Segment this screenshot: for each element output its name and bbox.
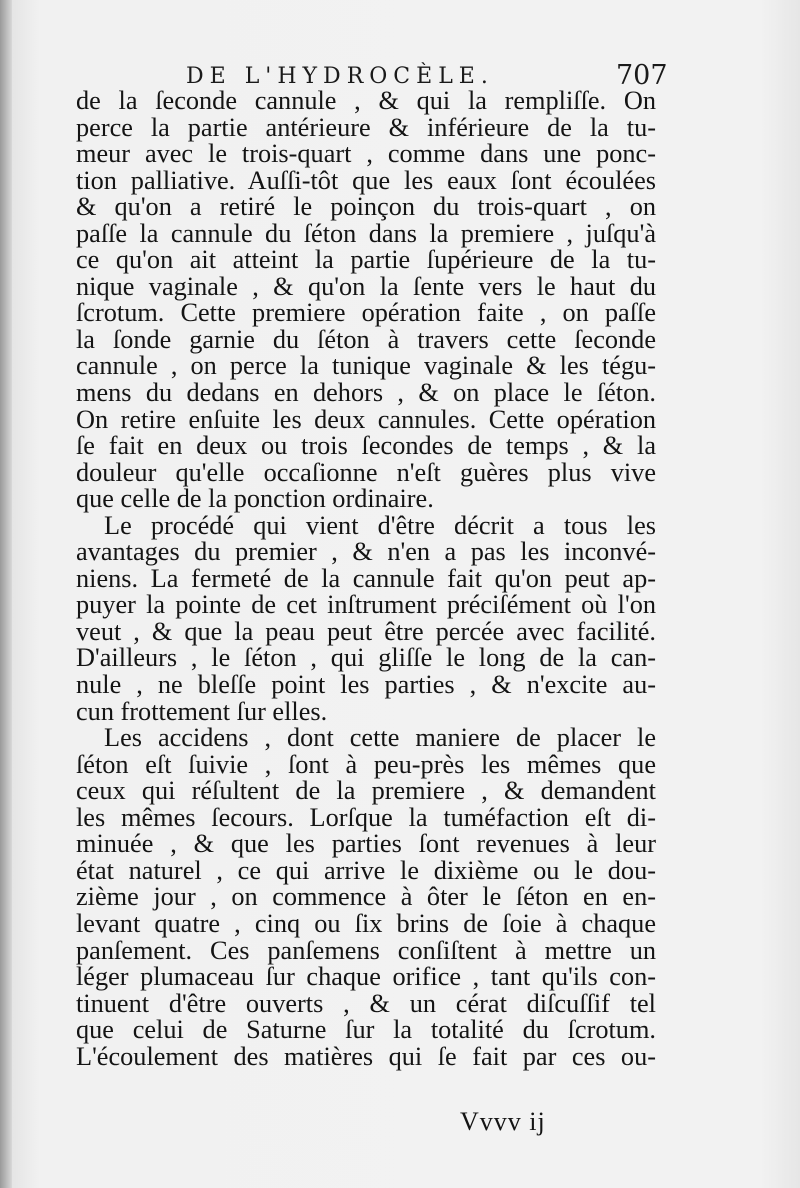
text-line: tinuent d'être ouverts , & un cérat diſcuſſif tel: [76, 988, 656, 1018]
text-line: nule , ne bleſſe point les parties , & n'excite au-: [76, 670, 656, 700]
text-line: meur avec le trois-quart , comme dans une ponc-: [76, 139, 656, 169]
text-line: ſéton eſt ſuivie , ſont à peu-près les mêmes que: [76, 749, 656, 779]
text-line: & qu'on a retiré le poinçon du trois-quart , on: [76, 192, 656, 222]
text-line: douleur qu'elle occaſionne n'eſt guères plus vive: [76, 457, 656, 487]
text-line: D'ailleurs , le ſéton , qui gliſſe le long de la can-: [76, 643, 656, 673]
text-line: paſſe la cannule du ſéton dans la premiere , juſqu'à: [76, 218, 656, 248]
text-line: Les accidens , dont cette maniere de placer le: [104, 723, 656, 753]
text-line: la ſonde garnie du ſéton à travers cette ſeconde: [76, 324, 656, 354]
text-line: Le procédé qui vient d'être décrit a tous les: [104, 510, 656, 540]
text-line: état naturel , ce qui arrive le dixième ou le dou-: [76, 855, 656, 885]
text-line: léger plumaceau ſur chaque orifice , tant qu'ils con-: [76, 962, 656, 992]
text-line: ſcrotum. Cette premiere opération faite , on paſſe: [76, 298, 656, 328]
text-line: zième jour , on commence à ôter le ſéton en en-: [76, 882, 656, 912]
body-text: [76, 88, 656, 1070]
text-line: ceux qui réſultent de la premiere , & demandent: [76, 776, 656, 806]
paragraph-1: [76, 88, 656, 513]
text-line: mens du dedans en dehors , & on place le ſéton.: [76, 378, 656, 408]
text-line: puyer la pointe de cet inſtrument préciſément où l'on: [76, 590, 656, 620]
text-line: les mêmes ſecours. Lorſque la tuméfaction eſt di-: [76, 802, 656, 832]
text-line: niens. La fermeté de la cannule fait qu'on peut ap-: [76, 563, 656, 593]
text-line: veut , & que la peau peut être percée avec facilité.: [76, 616, 656, 646]
paragraph-2: [76, 510, 656, 726]
text-line: L'écoulement des matières qui ſe fait par ces ou-: [76, 1041, 656, 1071]
text-line: tion palliative. Auſſi-tôt que les eaux ſont écoulées: [76, 165, 656, 195]
text-line: perce la partie antérieure & inférieure de la tu-: [76, 112, 656, 142]
book-spine-shadow: [0, 0, 12, 1188]
page-number: 707: [616, 60, 668, 91]
signature-mark: Vvvv ij: [460, 1107, 546, 1136]
text-line: On retire enſuite les deux cannules. Cette opération: [76, 404, 656, 434]
text-line: de la ſeconde cannule , & qui la rempliſſe. On: [76, 86, 656, 115]
text-line: levant quatre , cinq ou ſix brins de ſoie à chaque: [76, 908, 656, 938]
text-line: que celui de Saturne ſur la totalité du ſcrotum.: [76, 1015, 656, 1045]
text-line: avantages du premier , & n'en a pas les inconvé-: [76, 537, 656, 567]
text-line: que celle de la ponction ordinaire.: [76, 484, 434, 514]
text-line: ſe fait en deux ou trois ſecondes de temps , & la: [76, 431, 656, 461]
text-line: panſement. Ces panſemens conſiſtent à mettre un: [76, 935, 656, 965]
text-line: ce qu'on ait atteint la partie ſupérieure de la tu-: [76, 245, 656, 275]
text-line: cannule , on perce la tunique vaginale & les tégu-: [76, 351, 656, 381]
paragraph-3: [76, 725, 656, 1070]
text-line: cun frottement ſur elles.: [76, 696, 328, 726]
text-line: minuée , & que les parties ſont revenues à leur: [76, 829, 656, 859]
text-line: nique vaginale , & qu'on la ſente vers le haut du: [76, 271, 656, 301]
running-title: DE L'HYDROCÈLE.: [186, 64, 494, 89]
